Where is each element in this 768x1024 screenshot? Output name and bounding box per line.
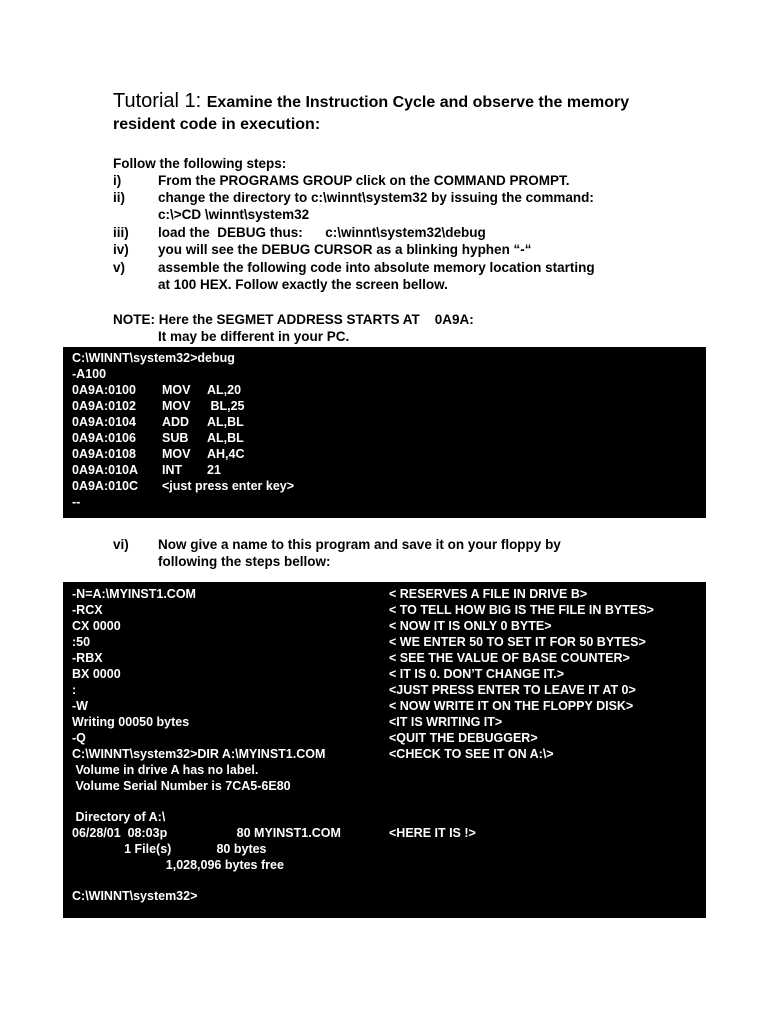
- debug-console-assemble: [63, 347, 706, 518]
- console-command: C:\WINNT\system32>DIR A:\MYINST1.COM: [72, 747, 326, 761]
- code-address: 0A9A:0100: [72, 383, 136, 397]
- console-line: -A100: [72, 367, 107, 381]
- console-command: -N=A:\MYINST1.COM: [72, 587, 196, 601]
- code-address: 0A9A:0104: [72, 415, 136, 429]
- console-comment: <HERE IT IS !>: [389, 826, 476, 840]
- code-opcode: ADD: [162, 415, 190, 429]
- intro-text: Follow the following steps:: [113, 156, 287, 171]
- console-comment: < IT IS 0. DON’T CHANGE IT.>: [389, 667, 565, 681]
- console-command: Writing 00050 bytes: [72, 715, 190, 729]
- code-operands: AL,BL: [207, 431, 244, 445]
- console-command: -RBX: [72, 651, 103, 665]
- code-address: 0A9A:010C: [72, 479, 139, 493]
- code-address: 0A9A:0106: [72, 431, 136, 445]
- step-number: iii): [113, 225, 129, 240]
- note-line-2: It may be different in your PC.: [158, 329, 350, 344]
- code-opcode: MOV: [162, 447, 191, 461]
- step-text-cont: following the steps bellow:: [158, 554, 331, 569]
- step-text-cont: c:\>CD \winnt\system32: [158, 207, 310, 222]
- debug-console-save: [63, 582, 706, 918]
- code-operands: AL,BL: [207, 415, 244, 429]
- console-command: :50: [72, 635, 91, 649]
- code-opcode: INT: [162, 463, 183, 477]
- console-output: 1,028,096 bytes free: [72, 858, 284, 872]
- code-operands: AL,20: [207, 383, 242, 397]
- console-comment: < NOW IT IS ONLY 0 BYTE>: [389, 619, 552, 633]
- step-text: change the directory to c:\winnt\system32 by issuing the command:: [158, 190, 594, 205]
- console-command: CX 0000: [72, 619, 121, 633]
- tutorial-title: [113, 90, 673, 136]
- console-line: C:\WINNT\system32>debug: [72, 351, 235, 365]
- code-address: 0A9A:0102: [72, 399, 136, 413]
- console-comment: < RESERVES A FILE IN DRIVE B>: [389, 587, 588, 601]
- step-text: From the PROGRAMS GROUP click on the COMMAND PROMPT.: [158, 173, 570, 188]
- code-address: 0A9A:0108: [72, 447, 136, 461]
- console-command: :: [72, 683, 77, 697]
- console-comment: < SEE THE VALUE OF BASE COUNTER>: [389, 651, 630, 665]
- step-number: iv): [113, 242, 129, 257]
- console-comment: < TO TELL HOW BIG IS THE FILE IN BYTES>: [389, 603, 654, 617]
- console-comment: <QUIT THE DEBUGGER>: [389, 731, 538, 745]
- console-command: -W: [72, 699, 88, 713]
- console-output: Volume in drive A has no label.: [72, 763, 259, 777]
- console-command: -Q: [72, 731, 86, 745]
- console-command: -RCX: [72, 603, 103, 617]
- console-output: 1 File(s) 80 bytes: [72, 842, 267, 856]
- console-comment: <CHECK TO SEE IT ON A:\>: [389, 747, 554, 761]
- console-comment: <JUST PRESS ENTER TO LEAVE IT AT 0>: [389, 683, 636, 697]
- console-comment: < NOW WRITE IT ON THE FLOPPY DISK>: [389, 699, 634, 713]
- step-text: Now give a name to this program and save it on your floppy by: [158, 537, 561, 552]
- step-number: i): [113, 173, 122, 188]
- step-text: you will see the DEBUG CURSOR as a blinking hyphen “-“: [158, 242, 532, 257]
- code-operands: 21: [207, 463, 221, 477]
- console-output: 06/28/01 08:03p 80 MYINST1.COM: [72, 826, 341, 840]
- step-number: v): [113, 260, 126, 275]
- tutorial-heading: Examine the Instruction Cycle and observe the memory resident code in execution:: [113, 94, 630, 133]
- console-prompt: --: [72, 495, 81, 509]
- console-output: Volume Serial Number is 7CA5-6E80: [72, 779, 291, 793]
- console-prompt: C:\WINNT\system32>: [72, 889, 198, 903]
- code-operands: AH,4C: [207, 447, 245, 461]
- step-text: assemble the following code into absolute memory location starting: [158, 260, 595, 275]
- tutorial-number: Tutorial 1:: [113, 90, 207, 112]
- code-address: 0A9A:010A: [72, 463, 139, 477]
- code-opcode: MOV: [162, 399, 191, 413]
- console-command: BX 0000: [72, 667, 121, 681]
- code-instruction: <just press enter key>: [162, 479, 295, 493]
- code-opcode: SUB: [162, 431, 189, 445]
- step-number: ii): [113, 190, 125, 205]
- code-operands: BL,25: [207, 399, 245, 413]
- code-opcode: MOV: [162, 383, 191, 397]
- step-text: load the DEBUG thus: c:\winnt\system32\debug: [158, 225, 486, 240]
- note-line-1: NOTE: Here the SEGMET ADDRESS STARTS AT 0A9A:: [113, 312, 474, 327]
- step-text-cont: at 100 HEX. Follow exactly the screen bellow.: [158, 277, 448, 292]
- console-comment: <IT IS WRITING IT>: [389, 715, 503, 729]
- console-comment: < WE ENTER 50 TO SET IT FOR 50 BYTES>: [389, 635, 646, 649]
- console-output: Directory of A:\: [72, 810, 166, 824]
- step-number: vi): [113, 537, 129, 552]
